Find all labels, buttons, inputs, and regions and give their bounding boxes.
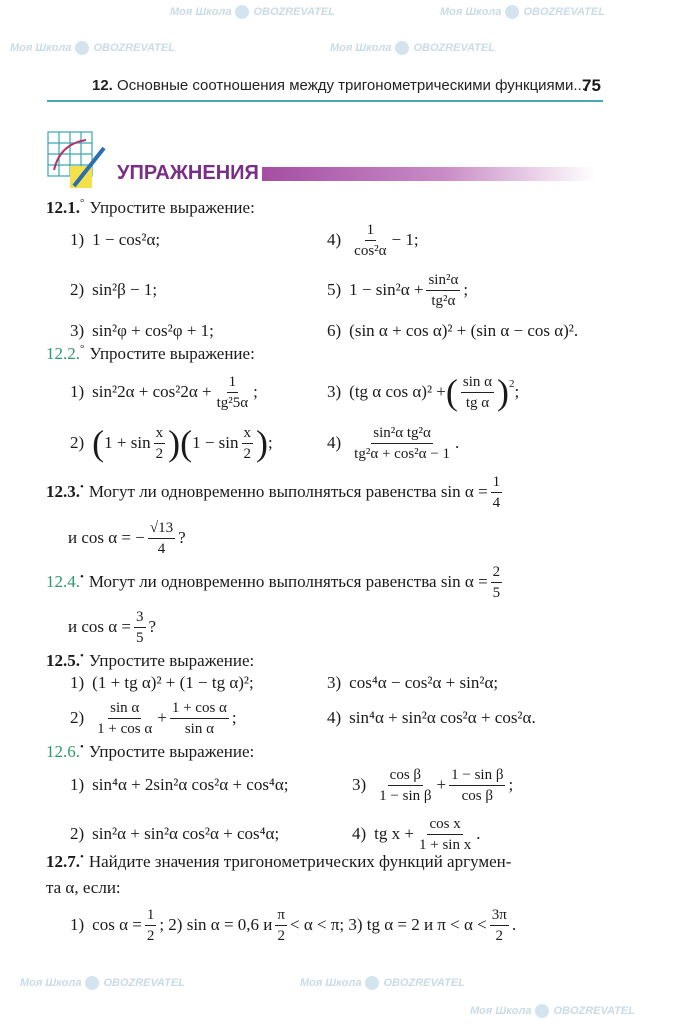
running-header	[92, 77, 586, 94]
expression-text: ;	[268, 433, 273, 452]
fraction-denominator: 1 + cos α	[97, 720, 153, 737]
expression-text: tg x +	[374, 824, 414, 843]
item-label: 3)	[70, 321, 85, 340]
large-parenthesis: )	[256, 423, 269, 463]
item-label: 4)	[327, 433, 342, 452]
fraction-denominator: 4	[157, 540, 166, 557]
item-label: 1)	[70, 382, 85, 401]
watermark-logo-icon	[85, 976, 99, 990]
exercise-12-4-title	[46, 562, 505, 602]
expression-text: ;	[508, 775, 514, 794]
exercise-12-3-title	[46, 472, 505, 512]
watermark-school-text: Моя Школа	[20, 977, 82, 989]
expression-text: sin⁴α + sin²α cos²α + cos²α.	[349, 708, 536, 727]
fraction-denominator: 5	[136, 629, 144, 646]
expression-text: 1 − cos²α;	[92, 230, 161, 249]
fraction-numerator: 1	[145, 906, 157, 926]
fraction-numerator: 1	[227, 373, 239, 393]
exercise-12-7-line-2	[46, 868, 121, 908]
exponent: 2	[509, 378, 515, 390]
item-label: 1)	[70, 673, 85, 692]
exercise-12-5-item-4	[327, 698, 536, 738]
watermark-logo-icon	[365, 976, 379, 990]
exercise-number: 12.5.	[46, 651, 80, 670]
fraction-denominator: 4	[492, 494, 501, 511]
fraction	[491, 473, 503, 512]
exercise-12-1-item-6	[327, 311, 578, 351]
item-label: 1)	[70, 230, 85, 249]
fraction-denominator: 2	[146, 927, 155, 944]
difficulty-mark: •	[80, 741, 84, 753]
fraction-numerator: x	[154, 424, 166, 444]
large-parenthesis: (	[92, 423, 105, 463]
expression-text: та α, если:	[46, 878, 121, 897]
exercise-12-1-item-4	[327, 220, 419, 260]
watermark-logo-icon	[505, 5, 519, 19]
fraction-numerator: sin α	[108, 699, 141, 719]
fraction	[215, 373, 251, 412]
fraction-denominator: 5	[492, 584, 501, 601]
large-parenthesis: )(	[168, 423, 193, 463]
fraction	[242, 424, 254, 463]
fraction-denominator: 2	[155, 445, 164, 462]
fraction-numerator: sin²α tg²α	[371, 424, 433, 444]
watermark	[300, 975, 465, 991]
expression-text: Упростите выражение:	[89, 344, 255, 363]
fraction	[352, 424, 452, 463]
watermark-school-text: Моя Школа	[440, 6, 502, 18]
expression-text: ; 2) sin α = 0,6 и	[159, 915, 273, 934]
fraction-numerator: 1	[491, 473, 503, 493]
expression-text: ;	[514, 382, 520, 401]
watermark-school-text: Моя Школа	[470, 1005, 532, 1017]
expression-text: и cos α = −	[68, 528, 145, 547]
fraction-denominator: sin α	[184, 720, 214, 737]
exercise-12-1-item-2	[70, 270, 157, 310]
watermark-school-text: Моя Школа	[10, 42, 72, 54]
expression-text: +	[436, 775, 447, 794]
exercise-number: 12.4.	[46, 572, 80, 591]
item-label: 3)	[327, 382, 342, 401]
fraction	[275, 906, 287, 945]
watermark	[440, 4, 605, 20]
fraction	[145, 906, 157, 945]
exercise-12-7-items	[70, 905, 516, 945]
exercise-number: 12.1.	[46, 198, 80, 217]
chapter-number: 12.	[92, 77, 113, 94]
fraction-numerator: sin α	[461, 373, 494, 393]
difficulty-mark: °	[80, 197, 85, 209]
item-label: 4)	[352, 824, 367, 843]
expression-text: .	[476, 824, 481, 843]
difficulty-mark: •	[80, 650, 84, 662]
watermark-brand-text: OBOZREVATEL	[253, 6, 335, 18]
watermark-logo-icon	[395, 41, 409, 55]
difficulty-mark: •	[80, 851, 84, 863]
difficulty-mark: •	[80, 571, 84, 583]
large-parenthesis: )	[497, 372, 510, 412]
fraction-numerator: 2	[491, 563, 503, 583]
item-label: 3)	[352, 775, 367, 794]
exercises-icon	[46, 130, 110, 190]
expression-text: Могут ли одновременно выполняться равенства sin α =	[88, 572, 488, 591]
expression-text: и cos α =	[68, 617, 132, 636]
expression-text: Могут ли одновременно выполняться равенства sin α =	[88, 482, 488, 501]
expression-text: 1 − sin	[192, 433, 239, 452]
item-label: 2)	[70, 824, 85, 843]
exercise-12-2-item-1	[70, 372, 258, 412]
expression-text: < α < π; 3) tg α = 2 и π < α <	[289, 915, 487, 934]
fraction-numerator: cos x	[427, 815, 462, 835]
watermark	[470, 1003, 635, 1019]
watermark-logo-icon	[535, 1004, 549, 1018]
expression-text: sin²β − 1;	[92, 280, 158, 299]
watermark-brand-text: OBOZREVATEL	[93, 42, 175, 54]
fraction-denominator: tg²5α	[216, 394, 249, 411]
item-label: 1)	[70, 775, 85, 794]
difficulty-mark: °	[80, 343, 85, 355]
watermark	[10, 40, 175, 56]
large-parenthesis: (	[445, 372, 458, 412]
watermark-brand-text: OBOZREVATEL	[413, 42, 495, 54]
expression-text: 1 − sin²α +	[349, 280, 424, 299]
fraction-numerator: √13	[148, 519, 175, 539]
watermark-brand-text: OBOZREVATEL	[523, 6, 605, 18]
expression-text: ?	[178, 528, 186, 547]
watermark-brand-text: OBOZREVATEL	[103, 977, 185, 989]
expression-text: Упростите выражение:	[88, 742, 255, 761]
fraction-numerator: π	[275, 906, 287, 926]
fraction	[461, 373, 494, 412]
fraction	[377, 766, 433, 805]
item-label: 4)	[327, 708, 342, 727]
expression-text: sin²φ + cos²φ + 1;	[92, 321, 214, 340]
exercise-12-6-item-3	[352, 765, 513, 805]
watermark-school-text: Моя Школа	[170, 6, 232, 18]
expression-text: sin⁴α + 2sin²α cos²α + cos⁴α;	[92, 775, 289, 794]
watermark	[330, 40, 495, 56]
expression-text: .	[454, 433, 460, 452]
expression-text: 1 + sin	[104, 433, 151, 452]
difficulty-mark: •	[80, 481, 84, 493]
fraction-denominator: 2	[495, 927, 504, 944]
item-label: 3)	[327, 673, 342, 692]
expression-text: (tg α cos α)² +	[349, 382, 446, 401]
exercise-12-5-item-1	[70, 663, 254, 703]
expression-text: ;	[463, 280, 469, 299]
fraction-numerator: 1 + cos α	[170, 699, 229, 719]
fraction-denominator: cos β	[461, 787, 493, 804]
expression-text: ;	[231, 708, 237, 727]
item-label: 6)	[327, 321, 342, 340]
fraction-denominator: cos²α	[354, 242, 387, 259]
chapter-title: Основные соотношения между тригонометрическими функциями...	[117, 77, 586, 94]
watermark-logo-icon	[235, 5, 249, 19]
fraction-denominator: 1 + sin x	[418, 836, 472, 853]
watermark-logo-icon	[75, 41, 89, 55]
exercise-number: 12.2.	[46, 344, 80, 363]
expression-text: (1 + tg α)² + (1 − tg α)²;	[92, 673, 254, 692]
page-number: 75	[582, 76, 601, 95]
fraction	[491, 563, 503, 602]
watermark-school-text: Моя Школа	[300, 977, 362, 989]
expression-text: cos α =	[92, 915, 142, 934]
exercise-12-2-item-4	[327, 423, 459, 463]
fraction-numerator: 3	[134, 608, 146, 628]
exercises-heading: УПРАЖНЕНИЯ	[117, 162, 259, 184]
item-label: 1)	[70, 915, 85, 934]
exercise-12-2-item-3	[327, 372, 519, 412]
item-label: 2)	[70, 433, 85, 452]
fraction	[426, 271, 460, 310]
expression-text: Упростите выражение:	[89, 198, 255, 217]
fraction	[352, 221, 388, 260]
fraction-numerator: 1	[365, 221, 377, 241]
expression-text: sin²α + sin²α cos²α + cos⁴α;	[92, 824, 280, 843]
expression-text: cos⁴α − cos²α + sin²α;	[349, 673, 499, 692]
watermark-brand-text: OBOZREVATEL	[553, 1005, 635, 1017]
watermark	[20, 975, 185, 991]
banner-gradient-bar	[262, 167, 595, 181]
exercise-12-5-item-3	[327, 663, 498, 703]
expression-text: .	[511, 915, 517, 934]
fraction	[449, 766, 505, 805]
fraction-denominator: 2	[243, 445, 252, 462]
exercise-number: 12.6.	[46, 742, 80, 761]
header-rule	[47, 100, 603, 102]
expression-text: − 1;	[391, 230, 419, 249]
fraction-denominator: tg²α	[431, 292, 456, 309]
exercise-number: 12.7.	[46, 852, 80, 871]
expression-text: (sin α + cos α)² + (sin α − cos α)².	[349, 321, 579, 340]
exercise-12-2-title	[46, 334, 255, 374]
expression-text: Упростите выражение:	[88, 651, 255, 670]
fraction-numerator: x	[242, 424, 254, 444]
fraction-denominator: 2	[277, 927, 285, 944]
fraction-numerator: 3π	[490, 906, 509, 926]
exercise-12-6-item-1	[70, 765, 289, 805]
item-label: 5)	[327, 280, 342, 299]
expression-text: +	[157, 708, 167, 727]
exercise-12-1-item-5	[327, 270, 468, 310]
exercise-number: 12.3.	[46, 482, 80, 501]
watermark-school-text: Моя Школа	[330, 42, 392, 54]
fraction	[148, 519, 175, 558]
fraction-denominator: 1 − sin β	[379, 787, 432, 804]
fraction-numerator: cos β	[388, 766, 423, 786]
expression-text: ?	[148, 617, 157, 636]
exercise-12-1-item-1	[70, 220, 160, 260]
fraction-denominator: tg²α + cos²α − 1	[354, 445, 450, 462]
fraction	[490, 906, 509, 945]
exercise-12-2-item-2	[70, 423, 273, 463]
expression-text: ;	[253, 382, 258, 401]
watermark-brand-text: OBOZREVATEL	[383, 977, 465, 989]
fraction	[154, 424, 166, 463]
expression-text: sin²2α + cos²2α +	[92, 382, 212, 401]
exercise-12-3-line-2	[68, 518, 186, 558]
expression-text: Найдите значения тригонометрических функций аргумен-	[88, 852, 512, 871]
fraction-numerator: 1 − sin β	[449, 766, 505, 786]
fraction-denominator: tg α	[465, 394, 490, 411]
item-label: 2)	[70, 280, 85, 299]
item-label: 4)	[327, 230, 342, 249]
watermark	[170, 4, 335, 20]
item-label: 2)	[70, 708, 85, 727]
fraction-numerator: sin²α	[426, 271, 460, 291]
